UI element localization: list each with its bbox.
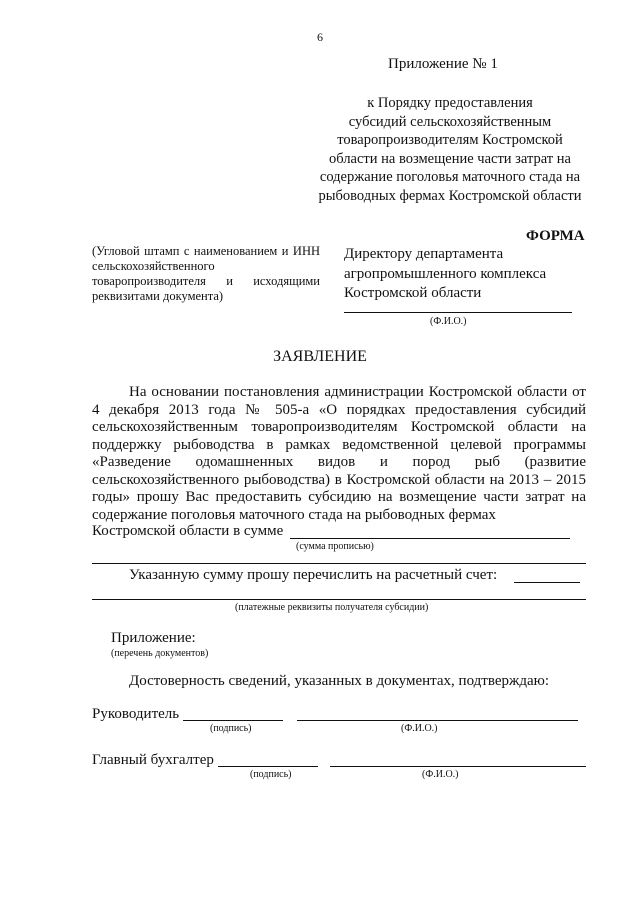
confirm-text: Достоверность сведений, указанных в документах, подтверждаю:	[129, 673, 550, 689]
order-line: области на возмещение части затрат на	[329, 150, 571, 167]
body-text: На основании постановления администрации Костромской области от 4 декабря 2013 года № 505-а «О порядках предоставления субсидий сельскохозяйственным товаропроизводителям Костромской области на поддержку рыбоводства в рамках ведомственной целевой программы «Разведение одомашненных видов и пород рыб (развитие сельскохозяйственного рыбоводства) в Костромской области на 2013 – 2015 годы» прошу Вас предоставить субсидию на возмещение части затрат на содержание поголовья маточного стада на рыбоводных фермах	[92, 384, 586, 523]
stamp-note: (Угловой штамп с наименованием и ИНН сельскохозяйственного товаропроизводителя и исходящими реквизитами документа)	[92, 244, 320, 303]
appendix-title: Приложение № 1	[388, 56, 498, 72]
order-reference	[300, 94, 600, 205]
order-line: субсидий сельскохозяйственным	[348, 113, 552, 130]
amount-line-continued	[92, 563, 586, 564]
attachment-caption: (перечень документов)	[111, 648, 209, 659]
order-line: рыбоводных фермах Костромской области	[318, 187, 582, 204]
amount-prefix: Костромской области в сумме	[92, 523, 284, 539]
accountant-fio-line	[330, 766, 586, 767]
transfer-text: Указанную сумму прошу перечислить на расчетный счет:	[129, 567, 498, 583]
accountant-signature-line	[218, 766, 318, 767]
order-line: содержание поголовья маточного стада на	[319, 169, 581, 185]
page-number: 6	[317, 30, 323, 44]
head-fio-caption: (Ф.И.О.)	[401, 723, 438, 734]
document-title: ЗАЯВЛЕНИЕ	[273, 348, 367, 365]
order-line: к Порядку предоставления	[367, 95, 533, 111]
addressee-fio-line	[344, 312, 572, 313]
account-line	[514, 582, 580, 583]
head-signature-caption: (подпись)	[210, 723, 252, 734]
addressee-block	[344, 245, 546, 304]
amount-line	[290, 538, 570, 539]
bank-details-line	[92, 599, 586, 600]
order-line: товаропроизводителям Костромской	[337, 132, 563, 148]
addressee-line: агропромышленного комплекса	[344, 265, 547, 282]
accountant-label: Главный бухгалтер	[92, 752, 214, 768]
head-label: Руководитель	[92, 706, 180, 722]
attachment-label: Приложение:	[111, 630, 196, 646]
head-signature-line	[183, 720, 283, 721]
addressee-line: Костромской области	[344, 285, 482, 301]
head-fio-line	[297, 720, 578, 721]
amount-caption: (сумма прописью)	[296, 541, 374, 552]
bank-caption: (платежные реквизиты получателя субсидии)	[235, 602, 429, 613]
addressee-fio-caption: (Ф.И.О.)	[430, 316, 467, 327]
accountant-fio-caption: (Ф.И.О.)	[422, 769, 459, 780]
form-label: ФОРМА	[526, 228, 585, 244]
addressee-line: Директору департамента	[344, 246, 504, 262]
accountant-signature-caption: (подпись)	[250, 769, 292, 780]
